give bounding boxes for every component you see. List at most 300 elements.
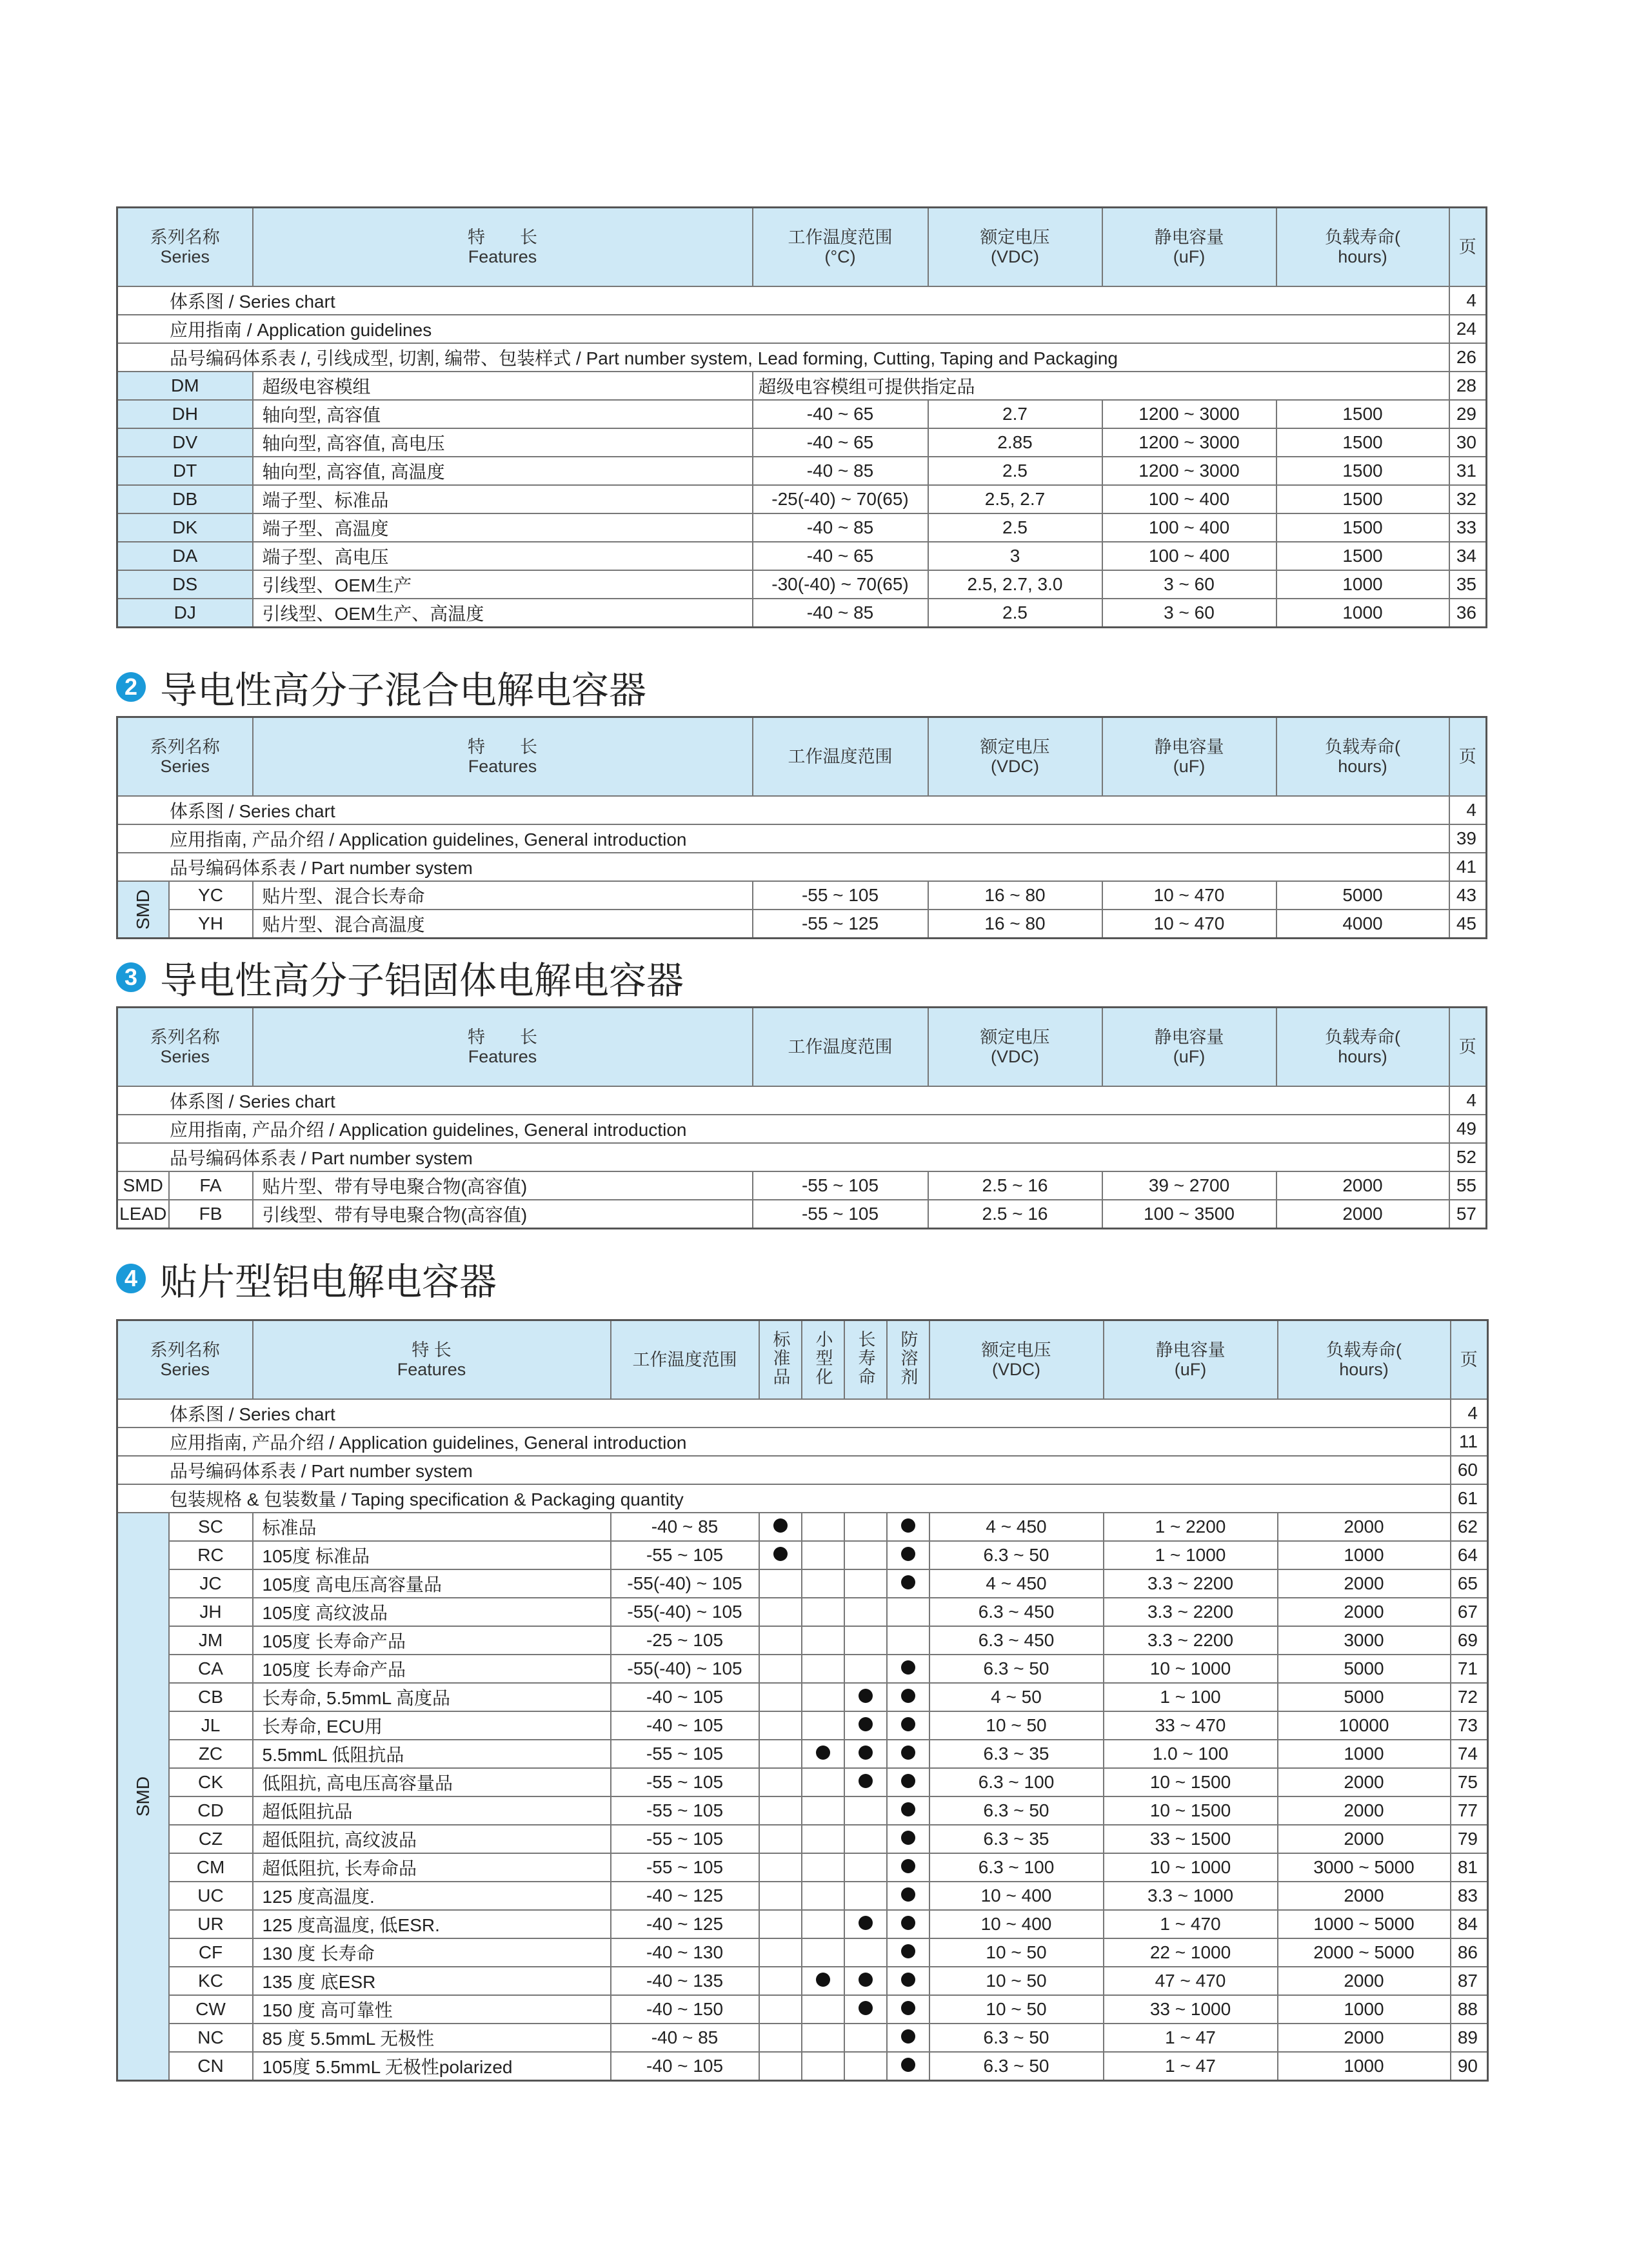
page-number: 89 <box>1451 2024 1488 2052</box>
page-number: 29 <box>1449 400 1487 428</box>
flag-small <box>802 1825 844 1853</box>
series-feature: 轴向型, 高容值, 高温度 <box>253 457 753 485</box>
series-feature: 5.5mmL 低阻抗品 <box>253 1740 611 1768</box>
flag-solv <box>887 1853 929 1882</box>
flag-solv <box>887 2024 929 2052</box>
capacitance: 1.0 ~ 100 <box>1104 1740 1278 1768</box>
info-row: 应用指南, 产品介绍 / Application guidelines, General introduction 49 <box>117 1115 1487 1143</box>
flag-dot <box>901 1887 915 1902</box>
table-row <box>117 1626 1488 1655</box>
flag-dot <box>901 1518 915 1533</box>
flag-long <box>844 1740 887 1768</box>
rated-voltage: 6.3 ~ 35 <box>929 1825 1104 1853</box>
page-number: 77 <box>1451 1796 1488 1825</box>
flag-long <box>844 1967 887 1995</box>
flag-dot <box>859 1746 873 1760</box>
rated-voltage: 6.3 ~ 50 <box>929 2024 1104 2052</box>
temp-range: -55 ~ 105 <box>611 1541 759 1569</box>
page-number: 31 <box>1449 457 1487 485</box>
temp-range: -55 ~ 105 <box>611 1825 759 1853</box>
series-code: DH <box>117 400 253 428</box>
series-feature: 端子型、标准品 <box>253 485 753 513</box>
capacitance: 3 ~ 60 <box>1102 570 1276 599</box>
header-voltage: 额定电压 (VDC) <box>928 208 1102 287</box>
load-life: 1500 <box>1276 400 1449 428</box>
series-feature: 105度 长寿命产品 <box>253 1655 611 1683</box>
rated-voltage: 3 <box>928 542 1102 570</box>
info-row: 体系图 / Series chart 4 <box>117 286 1487 315</box>
flag-solv <box>887 1740 929 1768</box>
flag-std <box>759 1882 802 1910</box>
smd-aluminum-table <box>116 1319 1489 2082</box>
capacitance: 1 ~ 100 <box>1104 1683 1278 1711</box>
flag-solv <box>887 1513 929 1541</box>
series-feature: 105度 长寿命产品 <box>253 1626 611 1655</box>
group-label: SMD <box>117 881 169 939</box>
flag-std <box>759 1740 802 1768</box>
series-code: UR <box>169 1910 253 1938</box>
flag-dot <box>901 2001 915 2015</box>
flag-small <box>802 1853 844 1882</box>
load-life: 2000 <box>1278 1967 1451 1995</box>
capacitance: 100 ~ 400 <box>1102 513 1276 542</box>
header-capacitance: 静电容量 (uF) <box>1102 208 1276 287</box>
table-row <box>117 1882 1488 1910</box>
series-code: DM <box>117 372 253 400</box>
flag-long <box>844 1598 887 1626</box>
page-number: 81 <box>1451 1853 1488 1882</box>
flag-solv <box>887 1995 929 2024</box>
flag-std <box>759 1598 802 1626</box>
flag-std <box>759 1541 802 1569</box>
flag-small <box>802 1569 844 1598</box>
flag-long <box>844 1513 887 1541</box>
series-code: SC <box>169 1513 253 1541</box>
flag-dot <box>859 2001 873 2015</box>
flag-dot <box>901 1746 915 1760</box>
series-feature: 135 度 底ESR <box>253 1967 611 1995</box>
flag-dot <box>773 1518 788 1533</box>
load-life: 1500 <box>1276 485 1449 513</box>
rated-voltage: 2.5 <box>928 457 1102 485</box>
flag-small <box>802 1655 844 1683</box>
page-number: 33 <box>1449 513 1487 542</box>
load-life: 1000 <box>1278 1995 1451 2024</box>
load-life: 2000 <box>1278 1513 1451 1541</box>
flag-small <box>802 1711 844 1740</box>
capacitance: 33 ~ 1500 <box>1104 1825 1278 1853</box>
page-number: 79 <box>1451 1825 1488 1853</box>
section-3-heading <box>116 950 684 1004</box>
rated-voltage: 6.3 ~ 50 <box>929 1541 1104 1569</box>
rated-voltage: 6.3 ~ 35 <box>929 1740 1104 1768</box>
flag-solv <box>887 1768 929 1796</box>
flag-dot <box>901 1802 915 1816</box>
series-feature: 105度 高纹波品 <box>253 1598 611 1626</box>
info-row: 品号编码体系表 / Part number system 52 <box>117 1143 1487 1171</box>
capacitance: 1 ~ 47 <box>1104 2024 1278 2052</box>
flag-long <box>844 1655 887 1683</box>
section-title: 导电性高分子混合电解电容器 <box>160 670 647 711</box>
table-row <box>117 485 1487 513</box>
section-2-heading <box>116 660 646 714</box>
series-code: CF <box>169 1938 253 1967</box>
header-flag-long-life: 长寿命 <box>844 1320 887 1400</box>
capacitance: 1 ~ 2200 <box>1104 1513 1278 1541</box>
series-code: CK <box>169 1768 253 1796</box>
load-life: 1000 <box>1278 2052 1451 2081</box>
load-life: 1500 <box>1276 542 1449 570</box>
flag-long <box>844 1683 887 1711</box>
page-number: 65 <box>1451 1569 1488 1598</box>
series-feature: 85 度 5.5mmL 无极性 <box>253 2024 611 2052</box>
rated-voltage: 10 ~ 50 <box>929 1967 1104 1995</box>
temp-range: -40 ~ 130 <box>611 1938 759 1967</box>
series-code: JL <box>169 1711 253 1740</box>
flag-solv <box>887 1967 929 1995</box>
table-row <box>117 2024 1488 2052</box>
load-life: 1500 <box>1276 428 1449 457</box>
temp-range: -25(-40) ~ 70(65) <box>753 485 928 513</box>
series-feature: 超低阻抗品 <box>253 1796 611 1825</box>
load-life: 1000 <box>1276 599 1449 628</box>
rated-voltage: 10 ~ 400 <box>929 1910 1104 1938</box>
load-life: 2000 <box>1278 1598 1451 1626</box>
table-row <box>117 513 1487 542</box>
flag-solv <box>887 1825 929 1853</box>
flag-std <box>759 1513 802 1541</box>
temp-range: -40 ~ 65 <box>753 400 928 428</box>
table-row <box>117 400 1487 428</box>
temp-range: -30(-40) ~ 70(65) <box>753 570 928 599</box>
series-code: RC <box>169 1541 253 1569</box>
series-code: CW <box>169 1995 253 2024</box>
flag-small <box>802 1541 844 1569</box>
flag-solv <box>887 1626 929 1655</box>
flag-long <box>844 1541 887 1569</box>
flag-dot <box>901 1973 915 1987</box>
series-feature: 端子型、高温度 <box>253 513 753 542</box>
table-row <box>117 1796 1488 1825</box>
table-row <box>117 1853 1488 1882</box>
series-code: JH <box>169 1598 253 1626</box>
table-row: LEAD FB 引线型、带有导电聚合物(高容值) -55 ~ 105 2.5 ~ 16 100 ~ 3500 2000 57 <box>117 1200 1487 1229</box>
rated-voltage: 2.5 <box>928 513 1102 542</box>
flag-solv <box>887 1683 929 1711</box>
load-life: 2000 ~ 5000 <box>1278 1938 1451 1967</box>
hybrid-polymer-table <box>116 716 1487 939</box>
load-life: 1500 <box>1276 457 1449 485</box>
table-header <box>117 208 1487 287</box>
flag-dot <box>901 1717 915 1731</box>
page-number: 67 <box>1451 1598 1488 1626</box>
rated-voltage: 2.85 <box>928 428 1102 457</box>
rated-voltage: 6.3 ~ 50 <box>929 2052 1104 2081</box>
load-life: 10000 <box>1278 1711 1451 1740</box>
load-life: 2000 <box>1278 1882 1451 1910</box>
info-row: 体系图 / Series chart 4 <box>117 1399 1488 1427</box>
temp-range: -25 ~ 105 <box>611 1626 759 1655</box>
series-code: DJ <box>117 599 253 628</box>
series-code: KC <box>169 1967 253 1995</box>
rated-voltage: 6.3 ~ 100 <box>929 1768 1104 1796</box>
capacitance: 3.3 ~ 2200 <box>1104 1569 1278 1598</box>
table-row <box>117 457 1487 485</box>
header-features: 特 长 Features <box>253 208 753 287</box>
page-number: 88 <box>1451 1995 1488 2024</box>
page-number: 73 <box>1451 1711 1488 1740</box>
load-life: 1000 <box>1276 570 1449 599</box>
capacitance: 100 ~ 400 <box>1102 542 1276 570</box>
load-life: 1000 ~ 5000 <box>1278 1910 1451 1938</box>
series-code: DK <box>117 513 253 542</box>
temp-range: -40 ~ 135 <box>611 1967 759 1995</box>
header-flag-solvent: 防溶剂 <box>887 1320 929 1400</box>
temp-range: -40 ~ 125 <box>611 1910 759 1938</box>
temp-range: -40 ~ 65 <box>753 428 928 457</box>
flag-solv <box>887 1796 929 1825</box>
flag-dot <box>901 1774 915 1788</box>
temp-range: -40 ~ 65 <box>753 542 928 570</box>
temp-range: -40 ~ 85 <box>611 1513 759 1541</box>
series-feature: 125 度高温度, 低ESR. <box>253 1910 611 1938</box>
flag-std <box>759 1711 802 1740</box>
table-row <box>117 1995 1488 2024</box>
flag-dot <box>859 1717 873 1731</box>
capacitance: 10 ~ 1500 <box>1104 1796 1278 1825</box>
series-code: CN <box>169 2052 253 2081</box>
series-feature: 超低阻抗, 高纹波品 <box>253 1825 611 1853</box>
flag-solv <box>887 1882 929 1910</box>
page-number: 36 <box>1449 599 1487 628</box>
group-label: SMD <box>117 1513 169 2081</box>
rated-voltage: 2.5, 2.7, 3.0 <box>928 570 1102 599</box>
table-header: 系列名称 Series 特 长 Features 工作温度范围 标准品 小型化 长寿命 防溶剂 额定电压 (VDC) 静电容量 (uF) 负载寿命( hours) 页 <box>117 1320 1488 1400</box>
header-life: 负载寿命( hours) <box>1276 208 1449 287</box>
section-title: 贴片型铝电解电容器 <box>160 1261 497 1303</box>
series-feature: 105度 标准品 <box>253 1541 611 1569</box>
info-row: 品号编码体系表 / Part number system 60 <box>117 1456 1488 1484</box>
page-number: 83 <box>1451 1882 1488 1910</box>
series-code: CZ <box>169 1825 253 1853</box>
flag-std <box>759 1569 802 1598</box>
capacitance: 1200 ~ 3000 <box>1102 457 1276 485</box>
capacitance: 10 ~ 1000 <box>1104 1655 1278 1683</box>
flag-solv <box>887 1910 929 1938</box>
flag-long <box>844 2024 887 2052</box>
flag-std <box>759 1768 802 1796</box>
series-code: DV <box>117 428 253 457</box>
flag-dot <box>901 1689 915 1703</box>
rated-voltage: 6.3 ~ 50 <box>929 1655 1104 1683</box>
page-number: 84 <box>1451 1910 1488 1938</box>
info-row: 品号编码体系表 /, 引线成型, 切割, 编带、包装样式 / Part number system, Lead forming, Cutting, Taping and Packaging 26 <box>117 343 1487 372</box>
capacitance: 10 ~ 1500 <box>1104 1768 1278 1796</box>
flag-long <box>844 1796 887 1825</box>
capacitance: 1 ~ 1000 <box>1104 1541 1278 1569</box>
flag-dot <box>901 1859 915 1873</box>
series-feature: 轴向型, 高容值 <box>253 400 753 428</box>
flag-dot <box>773 1547 788 1561</box>
series-feature: 引线型、OEM生产、高温度 <box>253 599 753 628</box>
series-feature: 105度 高电压高容量品 <box>253 1569 611 1598</box>
flag-small <box>802 1796 844 1825</box>
series-feature: 105度 5.5mmL 无极性polarized <box>253 2052 611 2081</box>
series-code: CB <box>169 1683 253 1711</box>
header-temp: 工作温度范围 (°C) <box>753 208 928 287</box>
load-life: 1000 <box>1278 1740 1451 1768</box>
temp-range: -55 ~ 105 <box>611 1796 759 1825</box>
temp-range: -40 ~ 85 <box>753 599 928 628</box>
rated-voltage: 10 ~ 50 <box>929 1938 1104 1967</box>
info-row: 体系图 / Series chart 4 <box>117 796 1487 824</box>
rated-voltage: 6.3 ~ 450 <box>929 1626 1104 1655</box>
flag-long <box>844 1825 887 1853</box>
load-life: 2000 <box>1278 2024 1451 2052</box>
flag-std <box>759 1967 802 1995</box>
solid-polymer-table <box>116 1006 1487 1229</box>
temp-range: -55 ~ 105 <box>611 1740 759 1768</box>
capacitance: 33 ~ 1000 <box>1104 1995 1278 2024</box>
flag-small <box>802 1513 844 1541</box>
page-number: 64 <box>1451 1541 1488 1569</box>
series-feature: 轴向型, 高容值, 高电压 <box>253 428 753 457</box>
load-life: 3000 <box>1278 1626 1451 1655</box>
series-feature: 150 度 高可靠性 <box>253 1995 611 2024</box>
table-row <box>117 1541 1488 1569</box>
page-number: 86 <box>1451 1938 1488 1967</box>
section-number-badge: 2 <box>116 672 146 702</box>
rated-voltage: 10 ~ 400 <box>929 1882 1104 1910</box>
flag-long <box>844 1768 887 1796</box>
capacitance: 3.3 ~ 2200 <box>1104 1626 1278 1655</box>
flag-long <box>844 1938 887 1967</box>
page-number: 32 <box>1449 485 1487 513</box>
table-header: 系列名称 Series 特 长 Features 工作温度范围 额定电压 (VDC) 静电容量 (uF) 负载寿命( hours) 页 <box>117 1008 1487 1087</box>
info-row: 体系图 / Series chart 4 <box>117 1086 1487 1115</box>
table-row <box>117 1655 1488 1683</box>
capacitance: 47 ~ 470 <box>1104 1967 1278 1995</box>
info-row: 应用指南, 产品介绍 / Application guidelines, General introduction 11 <box>117 1427 1488 1456</box>
flag-dot <box>901 1547 915 1561</box>
load-life: 2000 <box>1278 1796 1451 1825</box>
temp-range: -55 ~ 105 <box>611 1768 759 1796</box>
flag-std <box>759 1995 802 2024</box>
flag-std <box>759 1683 802 1711</box>
temp-range: -55(-40) ~ 105 <box>611 1569 759 1598</box>
flag-long <box>844 1882 887 1910</box>
temp-range: -40 ~ 150 <box>611 1995 759 2024</box>
flag-small <box>802 1626 844 1655</box>
series-code: DS <box>117 570 253 599</box>
flag-dot <box>901 1944 915 1958</box>
table-row <box>117 1711 1488 1740</box>
page-number: 87 <box>1451 1967 1488 1995</box>
page-number: 75 <box>1451 1768 1488 1796</box>
flag-long <box>844 1853 887 1882</box>
table-row <box>117 1910 1488 1938</box>
flag-small <box>802 1683 844 1711</box>
flag-dot <box>901 1831 915 1845</box>
page-number: 69 <box>1451 1626 1488 1655</box>
series-feature: 超低阻抗, 长寿命品 <box>253 1853 611 1882</box>
table-row <box>117 542 1487 570</box>
table-row: YH 贴片型、混合高温度 -55 ~ 125 16 ~ 80 10 ~ 470 4000 45 <box>117 910 1487 939</box>
flag-small <box>802 1740 844 1768</box>
rated-voltage: 6.3 ~ 450 <box>929 1598 1104 1626</box>
page-number: 72 <box>1451 1683 1488 1711</box>
series-code: NC <box>169 2024 253 2052</box>
load-life: 2000 <box>1278 1825 1451 1853</box>
temp-range: -40 ~ 85 <box>753 513 928 542</box>
flag-solv <box>887 1711 929 1740</box>
flag-small <box>802 1995 844 2024</box>
info-row: 应用指南, 产品介绍 / Application guidelines, General introduction 39 <box>117 824 1487 853</box>
temp-range: -40 ~ 105 <box>611 1711 759 1740</box>
temp-range: -55 ~ 105 <box>611 1853 759 1882</box>
series-feature: 低阻抗, 高电压高容量品 <box>253 1768 611 1796</box>
flag-solv <box>887 1655 929 1683</box>
table-row <box>117 428 1487 457</box>
page-number: 74 <box>1451 1740 1488 1768</box>
info-row: 品号编码体系表 / Part number system 41 <box>117 853 1487 881</box>
header-page: 页 <box>1449 208 1487 287</box>
series-code: DA <box>117 542 253 570</box>
capacitance: 22 ~ 1000 <box>1104 1938 1278 1967</box>
flag-dot <box>901 2058 915 2072</box>
info-row: 包装规格 & 包装数量 / Taping specification & Packaging quantity 61 <box>117 1484 1488 1513</box>
flag-std <box>759 1626 802 1655</box>
flag-dot <box>816 1746 830 1760</box>
flag-dot <box>901 1575 915 1589</box>
rated-voltage: 4 ~ 50 <box>929 1683 1104 1711</box>
capacitance: 1200 ~ 3000 <box>1102 428 1276 457</box>
series-code: CA <box>169 1655 253 1683</box>
flag-long <box>844 1626 887 1655</box>
load-life: 1000 <box>1278 1541 1451 1569</box>
series-feature: 长寿命, 5.5mmL 高度品 <box>253 1683 611 1711</box>
header-flag-standard: 标准品 <box>759 1320 802 1400</box>
series-code: UC <box>169 1882 253 1910</box>
capacitance: 1 ~ 47 <box>1104 2052 1278 2081</box>
page-number: 90 <box>1451 2052 1488 2081</box>
page-number: 30 <box>1449 428 1487 457</box>
series-feature: 125 度高温度. <box>253 1882 611 1910</box>
series-feature: 引线型、OEM生产 <box>253 570 753 599</box>
flag-dot <box>859 1689 873 1703</box>
flag-dot <box>859 1916 873 1930</box>
table-row: SMD FA 贴片型、带有导电聚合物(高容值) -55 ~ 105 2.5 ~ 16 39 ~ 2700 2000 55 <box>117 1171 1487 1200</box>
series-code: CM <box>169 1853 253 1882</box>
flag-long <box>844 1569 887 1598</box>
flag-dot <box>816 1973 830 1987</box>
flag-small <box>802 1910 844 1938</box>
capacitance: 3.3 ~ 2200 <box>1104 1598 1278 1626</box>
temp-range: -40 ~ 85 <box>753 457 928 485</box>
capacitance: 10 ~ 1000 <box>1104 1853 1278 1882</box>
page-number: 35 <box>1449 570 1487 599</box>
flag-std <box>759 1910 802 1938</box>
rated-voltage: 2.5 <box>928 599 1102 628</box>
table-row <box>117 1967 1488 1995</box>
flag-small <box>802 2024 844 2052</box>
temp-range: -40 ~ 85 <box>611 2024 759 2052</box>
section-4-heading <box>116 1251 497 1306</box>
flag-small <box>802 1882 844 1910</box>
load-life: 3000 ~ 5000 <box>1278 1853 1451 1882</box>
table-row <box>117 1569 1488 1598</box>
flag-dot <box>901 1916 915 1930</box>
